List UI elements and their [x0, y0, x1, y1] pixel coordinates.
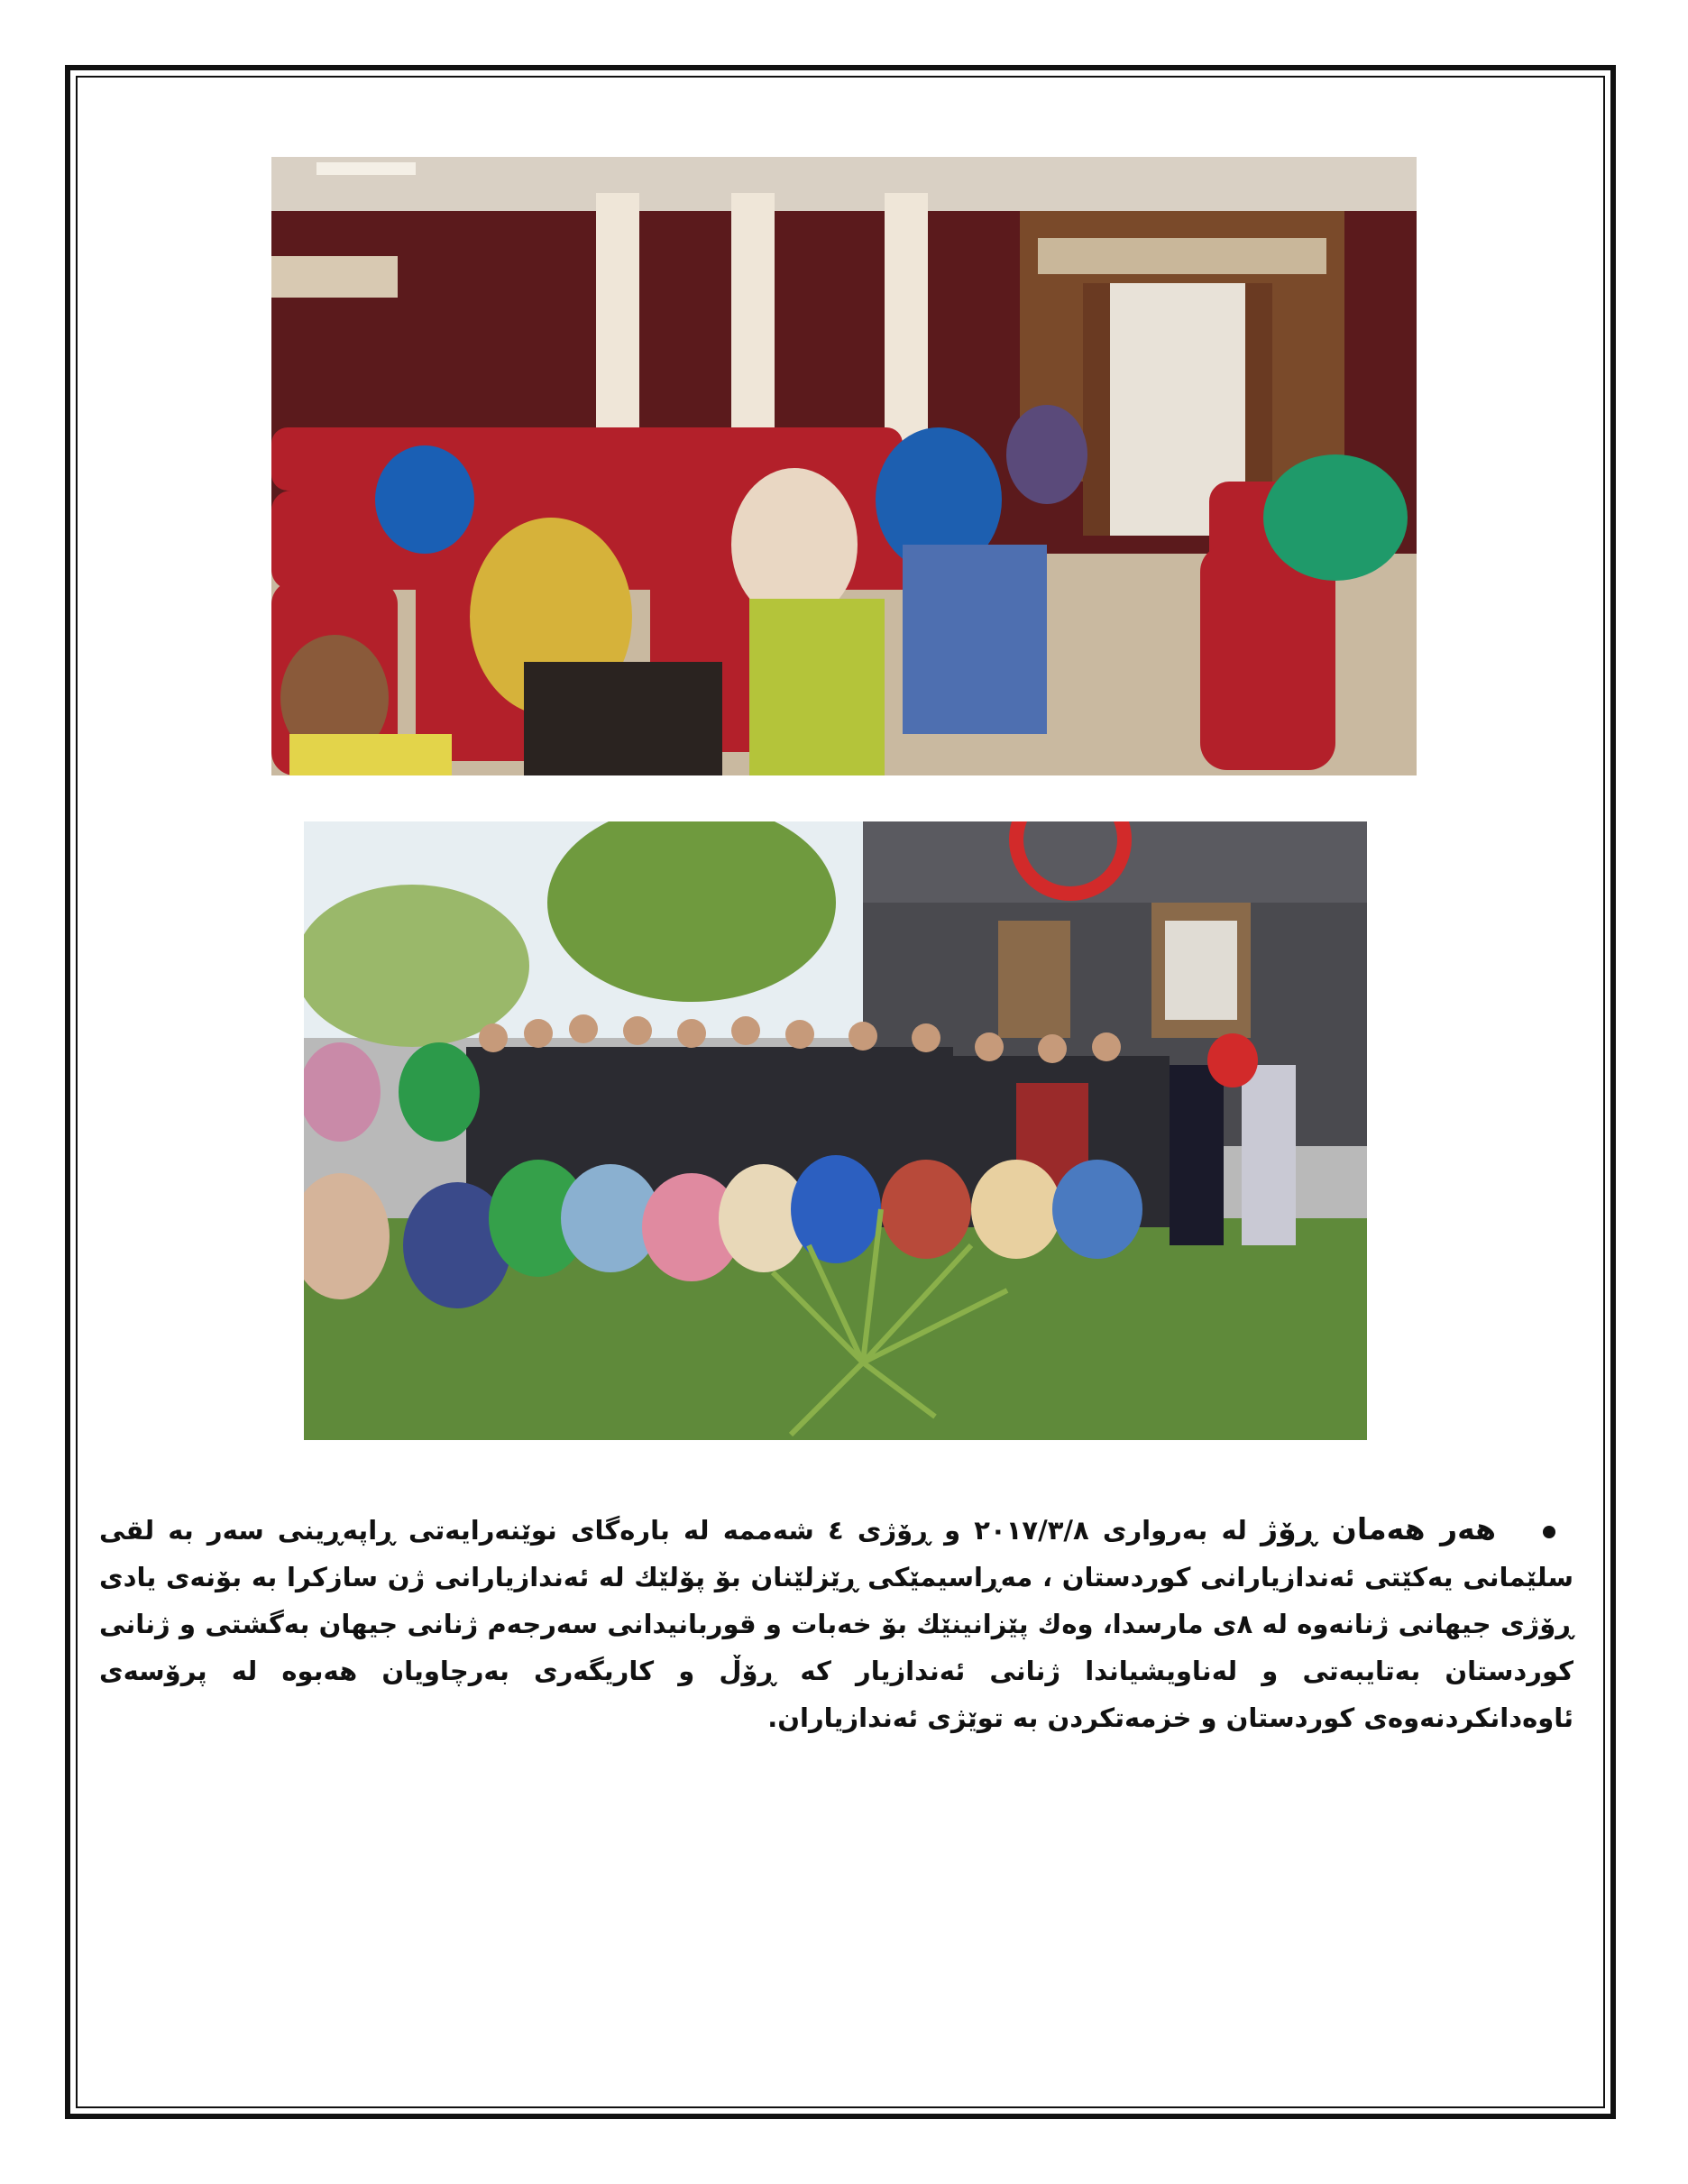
article-body: لە بەرواری ٢٠١٧/٣/٨ و ڕۆژی ٤ شەممە لە بارەگای نوێنەرایەتی ڕاپەڕینی سەر بە لقی سلێمانی یەکێتی ئەندازیارانی کوردستان ، مەڕاسیمێکی ڕێزلێنان بۆ پۆلێك لە ئەندازیارانی ژن سازکرا بە بۆنەی یادی ڕۆژی جیهانی ژنانەوە لە ٨ی مارسدا، وەك پێزانینێك بۆ خەبات و قوربانیدانی سەرجەم ژنانی جیهان بەگشتی و ژنانی کوردستان بەتایبەتی و لەناویشیاندا ژنانی ئەندازیار کە ڕۆڵ و کاریگەری بەرچاویان هەبوە لە پرۆسەی ئاوەدانکردنەوەی کوردستان و خزمەتکردن بە توێژی ئەندازیاران. — [99, 1515, 1573, 1733]
bullet-icon — [1543, 1526, 1555, 1538]
group-photo-outdoors — [304, 821, 1367, 1440]
article-lead: هەر هەمان ڕۆژ — [1261, 1511, 1497, 1546]
hall-audience-photo — [271, 157, 1417, 775]
article-paragraph — [99, 1506, 1573, 1741]
